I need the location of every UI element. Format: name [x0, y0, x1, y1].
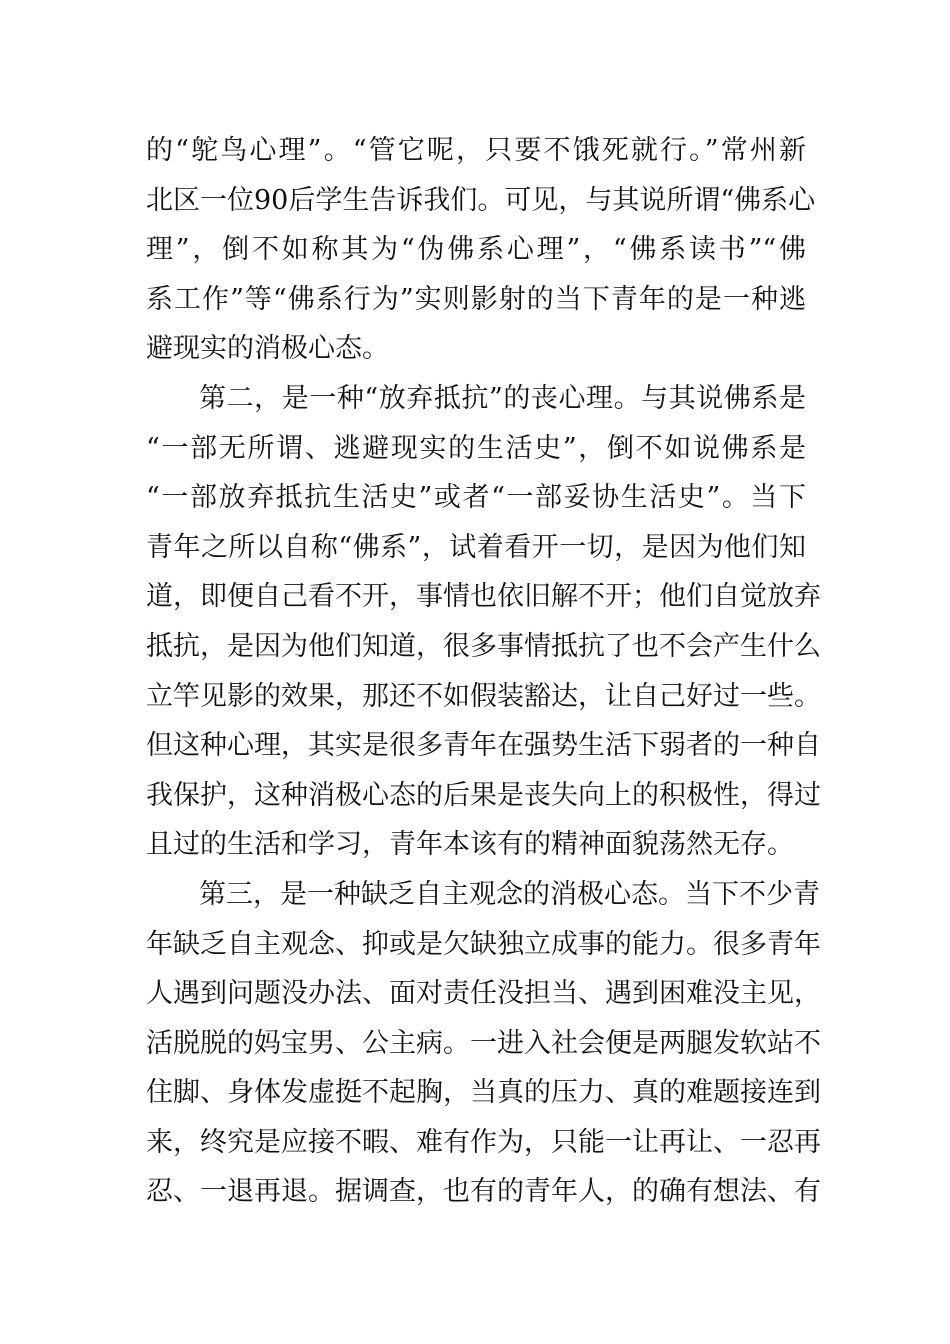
- text-line: 理”，倒不如称其为“伪佛系心理”，“佛系读书”“佛: [146, 234, 806, 266]
- paragraph-start-line: 第三，是一种缺乏自主观念的消极心态。当下不少青: [199, 878, 820, 910]
- text-line: 立竿见影的效果，那还不如假装豁达，让自己好过一些。: [146, 680, 821, 712]
- text-line: 系工作”等“佛系行为”实则影射的当下青年的是一种逃: [146, 283, 806, 315]
- paragraph-start-line: 第二，是一种“放弃抵抗”的丧心理。与其说佛系是: [199, 382, 806, 414]
- text-line: 来，终究是应接不暇、难有作为，只能一让再让、一忍再: [146, 1126, 821, 1158]
- text-line: 我保护，这种消极心态的后果是丧失向上的积极性，得过: [146, 779, 821, 811]
- text-line: 北区一位90后学生告诉我们。可见，与其说所谓“佛系心: [146, 184, 816, 216]
- body-text: [146, 126, 821, 1217]
- text-line: “一部无所谓、逃避现实的生活史”，倒不如说佛系是: [146, 432, 806, 464]
- text-line: 的“鸵鸟心理”。“管它呢，只要不饿死就行。”常州新: [146, 135, 806, 166]
- text-line: 住脚、身体发虚挺不起胸，当真的压力、真的难题接连到: [146, 1077, 821, 1109]
- text-line: 活脱脱的妈宝男、公主病。一进入社会便是两腿发软站不: [146, 1027, 821, 1059]
- text-line: 忍、一退再退。据调查，也有的青年人，的确有想法、有: [146, 1176, 821, 1208]
- text-line: 抵抗，是因为他们知道，很多事情抵抗了也不会产生什么: [146, 630, 821, 662]
- text-line: 青年之所以自称“佛系”，试着看开一切，是因为他们知: [146, 531, 806, 563]
- text-line: 避现实的消极心态。: [146, 333, 389, 365]
- text-line: “一部放弃抵抗生活史”或者“一部妥协生活史”。当下: [146, 482, 806, 514]
- text-line: 人遇到问题没办法、面对责任没担当、遇到困难没主见，: [146, 978, 821, 1010]
- text-line: 道，即便自己看不开，事情也依旧解不开；他们自觉放弃: [146, 581, 821, 613]
- text-line: 年缺乏自主观念、抑或是欠缺独立成事的能力。很多青年: [146, 928, 821, 960]
- text-line: 但这种心理，其实是很多青年在强势生活下弱者的一种自: [146, 730, 821, 762]
- text-line: 且过的生活和学习，青年本该有的精神面貌荡然无存。: [146, 829, 794, 861]
